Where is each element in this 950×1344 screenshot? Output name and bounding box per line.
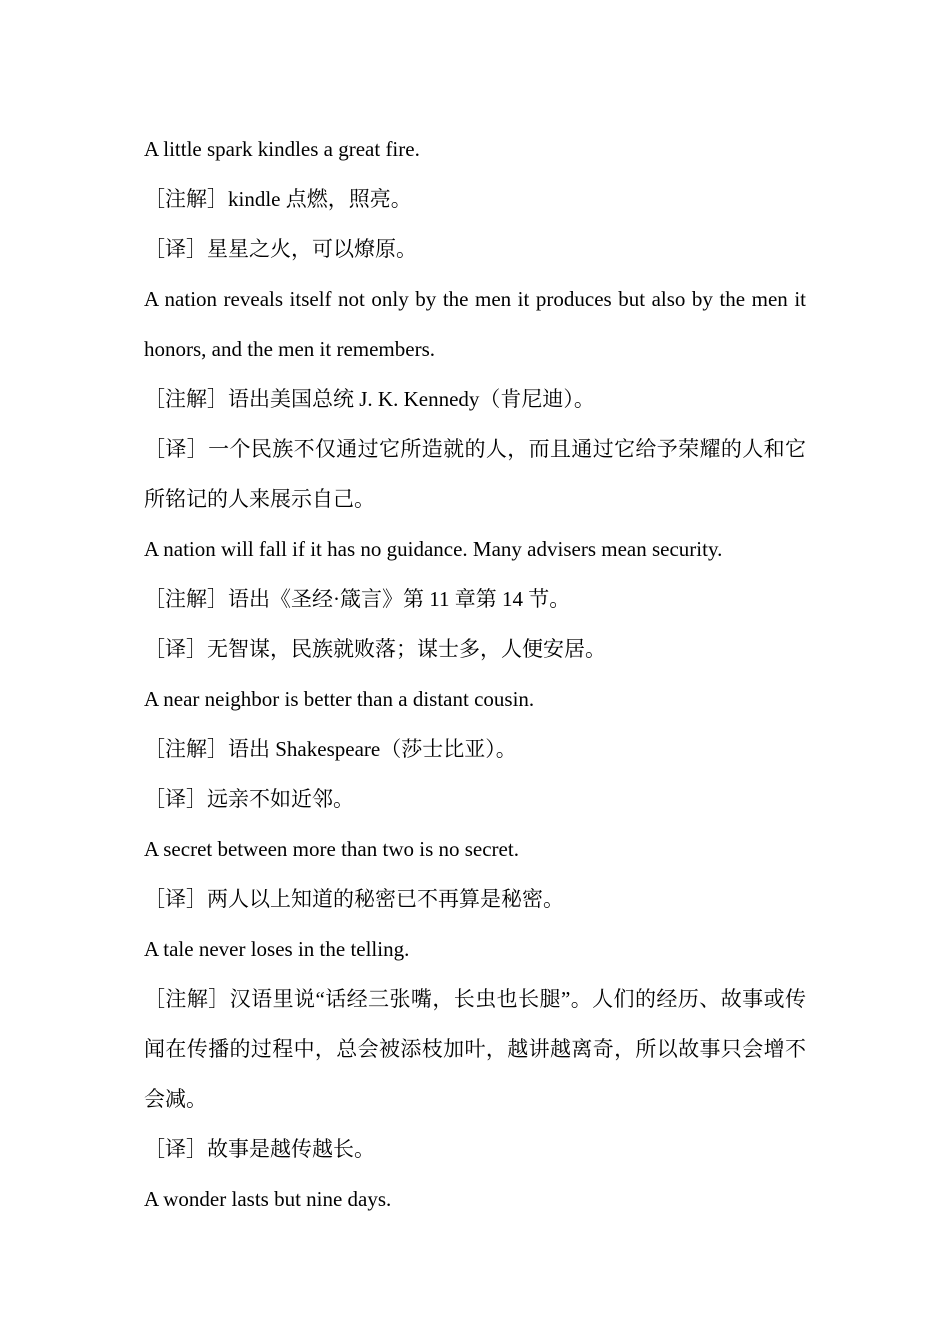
- annotation-text: ［注解］语出美国总统 J. K. Kennedy（肯尼迪）。: [144, 387, 595, 411]
- proverb-text: A wonder lasts but nine days.: [144, 1187, 392, 1211]
- proverb-text: A tale never loses in the telling.: [144, 937, 410, 961]
- proverb-text: A secret between more than two is no secret.: [144, 837, 519, 861]
- translation-text: ［译］故事是越传越长。: [144, 1137, 375, 1161]
- proverb-text: A nation will fall if it has no guidance. Many advisers mean security.: [144, 537, 723, 561]
- translation-text: ［译］两人以上知道的秘密已不再算是秘密。: [144, 887, 564, 911]
- annotation-text: ［注解］汉语里说“话经三张嘴，长虫也长腿”。人们的经历、故事或传闻在传播的过程中，总会被添枝加叶，越讲越离奇，所以故事只会增不会减。: [144, 987, 806, 1111]
- proverb-text: A near neighbor is better than a distant cousin.: [144, 687, 535, 711]
- annotation-text: ［注解］语出 Shakespeare（莎士比亚）。: [144, 737, 517, 761]
- proverb-text: A nation reveals itself not only by the men it produces but also by the men it honors, and the men it remembers.: [144, 287, 806, 361]
- proverb-text: A little spark kindles a great fire.: [144, 137, 420, 161]
- translation-text: ［译］一个民族不仅通过它所造就的人，而且通过它给予荣耀的人和它所铭记的人来展示自己。: [144, 437, 806, 511]
- translation-text: ［译］无智谋，民族就败落；谋士多，人便安居。: [144, 637, 606, 661]
- document-page: [144, 124, 806, 1224]
- translation-text: ［译］星星之火，可以燎原。: [144, 237, 417, 261]
- translation-text: ［译］远亲不如近邻。: [144, 787, 354, 811]
- annotation-text: ［注解］语出《圣经·箴言》第 11 章第 14 节。: [144, 587, 571, 611]
- annotation-text: ［注解］kindle 点燃，照亮。: [144, 187, 412, 211]
